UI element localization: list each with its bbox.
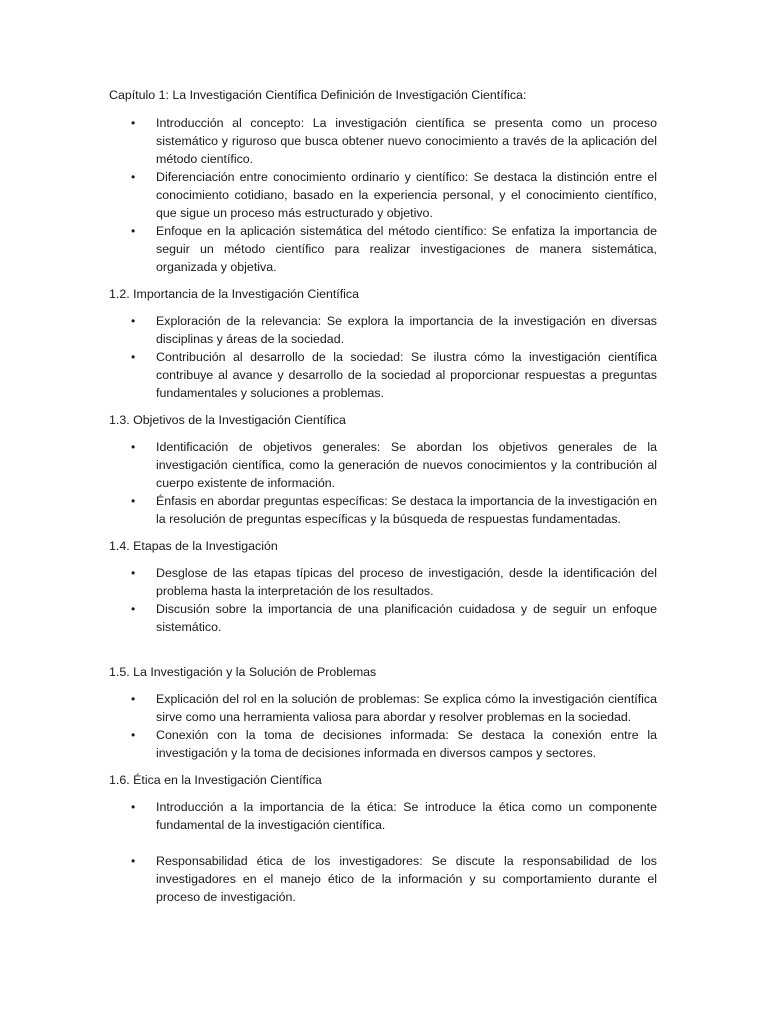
section-list-objetivos <box>109 438 657 528</box>
list-item <box>109 492 657 528</box>
bullet-icon: • <box>131 692 136 706</box>
list-item-text: Responsabilidad ética de los investigadores: Se discute la responsabilidad de los investigadores en el manejo ético de la información y su comportamiento durante el proceso de investigación. <box>156 854 657 904</box>
list-item-text: Identificación de objetivos generales: Se abordan los objetivos generales de la investigación científica, como la generación de nuevos conocimientos y la contribución al cuerpo existente de información. <box>156 440 657 490</box>
intro-list <box>109 114 657 276</box>
list-item-text: Introducción al concepto: La investigación científica se presenta como un proceso sistemático y riguroso que busca obtener nuevo conocimiento a través de la aplicación del método científico. <box>156 116 657 166</box>
list-item-text: Desglose de las etapas típicas del proceso de investigación, desde la identificación del problema hasta la interpretación de los resultados. <box>156 566 657 598</box>
list-item-text: Conexión con la toma de decisiones informada: Se destaca la conexión entre la investigación y la toma de decisiones informada en diversos campos y sectores. <box>156 728 657 760</box>
section-title-solucion: 1.5. La Investigación y la Solución de Problemas <box>109 665 377 679</box>
document-content <box>109 86 657 915</box>
bullet-icon: • <box>131 854 136 868</box>
list-item-text: Énfasis en abordar preguntas específicas: Se destaca la importancia de la investigación en la resolución de preguntas específicas y la búsqueda de respuestas fundamentadas. <box>156 494 657 526</box>
bullet-icon: • <box>131 314 136 328</box>
list-item-text: Introducción a la importancia de la ética: Se introduce la ética como un componente fundamental de la investigación científica. <box>156 800 657 832</box>
bullet-icon: • <box>131 728 136 742</box>
bullet-icon: • <box>131 602 136 616</box>
section-title-importancia: 1.2. Importancia de la Investigación Científica <box>109 287 360 301</box>
bullet-icon: • <box>131 494 136 508</box>
list-item <box>109 348 657 402</box>
list-item-text: Exploración de la relevancia: Se explora la importancia de la investigación en diversas disciplinas y áreas de la sociedad. <box>156 314 657 346</box>
list-item <box>109 852 657 906</box>
section-list-etapas <box>109 564 657 636</box>
list-item-text: Discusión sobre la importancia de una planificación cuidadosa y de seguir un enfoque sistemático. <box>156 602 657 634</box>
list-item <box>109 222 657 276</box>
bullet-icon: • <box>131 170 136 184</box>
bullet-icon: • <box>131 440 136 454</box>
section-list-importancia <box>109 312 657 402</box>
list-item-text: Diferenciación entre conocimiento ordinario y científico: Se destaca la distinción entre el conocimiento cotidiano, basado en la experiencia personal, y el conocimiento científico, que sigue un proceso más estructurado y objetivo. <box>156 170 657 220</box>
list-item-text: Contribución al desarrollo de la sociedad: Se ilustra cómo la investigación científica contribuye al avance y desarrollo de la sociedad al proporcionar respuestas a preguntas fundamentales y soluciones a problemas. <box>156 350 657 400</box>
section-title-objetivos: 1.3. Objetivos de la Investigación Científica <box>109 413 346 427</box>
list-item <box>109 564 657 600</box>
list-item-text: Enfoque en la aplicación sistemática del método científico: Se enfatiza la importancia de seguir un método científico para realizar investigaciones de manera sistemática, organizada y objetiva. <box>156 224 657 274</box>
bullet-icon: • <box>131 800 136 814</box>
list-item-text: Explicación del rol en la solución de problemas: Se explica cómo la investigación científica sirve como una herramienta valiosa para abordar y resolver problemas en la sociedad. <box>156 692 657 724</box>
bullet-icon: • <box>131 350 136 364</box>
section-title-etapas: 1.4. Etapas de la Investigación <box>109 539 278 553</box>
section-list-etica <box>109 798 657 906</box>
bullet-icon: • <box>131 224 136 238</box>
list-item <box>109 438 657 492</box>
list-item <box>109 312 657 348</box>
chapter-heading: Capítulo 1: La Investigación Científica Definición de Investigación Científica: <box>109 88 527 102</box>
section-list-solucion <box>109 690 657 762</box>
section-title-etica: 1.6. Ética en la Investigación Científica <box>109 773 322 787</box>
bullet-icon: • <box>131 566 136 580</box>
list-item <box>109 726 657 762</box>
list-item <box>109 168 657 222</box>
list-item <box>109 690 657 726</box>
bullet-icon: • <box>131 116 136 130</box>
list-item <box>109 798 657 834</box>
list-item <box>109 114 657 168</box>
list-item <box>109 600 657 636</box>
